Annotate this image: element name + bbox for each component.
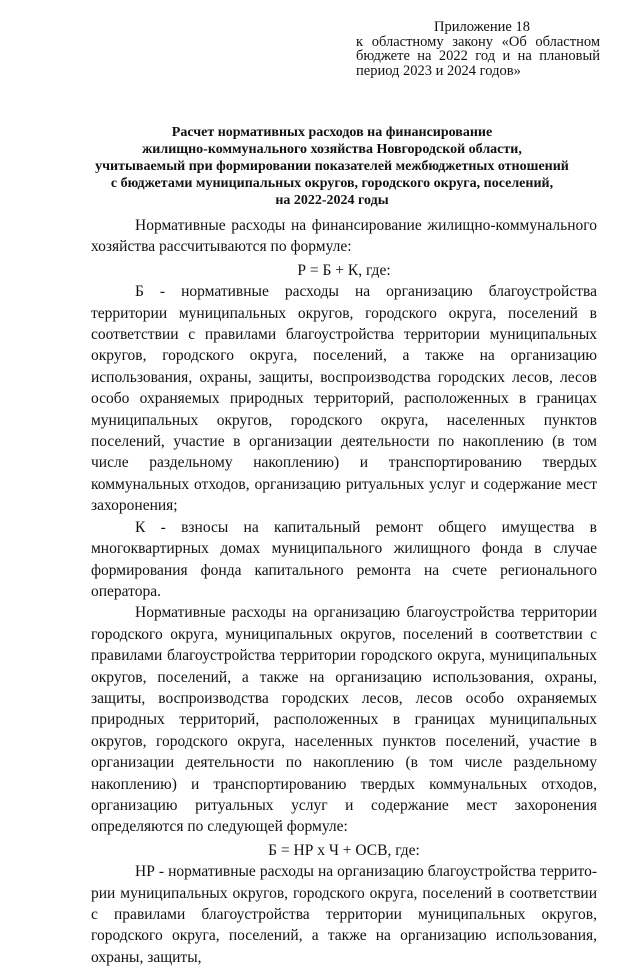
title-line-3: учитываемый при формировании показателей межбюджетных отношений xyxy=(95,159,569,174)
title-line-4: с бюджетами муниципальных округов, городского округа, поселений, xyxy=(110,176,554,191)
document-title xyxy=(92,124,572,209)
formula-b: Б = НР х Ч + ОСВ, где: xyxy=(268,841,420,859)
definition-b-paragraph: Б - нормативные расходы на организацию благоустройства территории муниципальных округов, городского округа, поселений в соответствии с правилами благоустройства территории муниципальных округов, городского округа, поселений, а также на организацию использования, охраны, защиты, воспроизводства городских лесов, лесов особо охраняемых природных территорий, расположенных в границах муниципальных округов, городского округа, населенных пунктов поселений, участие в организации деятельности по накоплению (в том числе раздельному накоплению) и транспортированию твердых коммунальных отходов, организацию ритуальных услуг и содержание мест захоронения; xyxy=(91,283,597,515)
document-body xyxy=(91,215,597,968)
definition-k-paragraph: К - взносы на капитальный ремонт общего имущества в многоквартирных домах муниципального жилищного фонда в случае формирования фонда капитального ремонта на счете регионального оператора. xyxy=(91,518,597,600)
formula-r: Р = Б + К, где: xyxy=(297,261,391,279)
definition-nr-paragraph: НР - нормативные расходы на организацию благоустройства территории муниципальных округов, городского округа, поселений в соответствии с правилами благоустройства территории муниципальных округов, городского округа, поселений, а также на организацию использования, охраны, защиты, xyxy=(91,863,597,966)
title-line-5: на 2022-2024 годы xyxy=(275,193,389,208)
title-line-1: Расчет нормативных расходов на финансирование xyxy=(171,125,493,140)
title-line-2: жилищно-коммунального хозяйства Новгородской области, xyxy=(142,142,522,157)
appendix-header xyxy=(356,20,600,78)
appendix-number: Приложение 18 xyxy=(434,19,530,35)
intro-paragraph: Нормативные расходы на финансирование жилищно-коммунального хозяйства рассчитываются по формуле: xyxy=(91,217,597,256)
normative-expenses-paragraph: Нормативные расходы на организацию благоустройства территории городского округа, муниципальных округов, поселений в соответствии с правилами благоустройства территории городского округа, муниципальных округов, поселений, а также на организацию использования, охраны, защиты, воспроизводства городских лесов, лесов особо охраняемых природных территорий, расположенных в границах муниципальных округов, городского округа, населенных пунктов поселений, участие в организации деятельности по накоплению (в том числе раздельному накоплению) и транспортированию твердых коммунальных отходов, организацию ритуальных услуг и содержание мест захоронения определяются по следующей формуле: xyxy=(91,604,597,836)
appendix-law-reference: к областному закону «Об областном бюджете на 2022 год и на плановый период 2023 и 2024 годов» xyxy=(356,33,600,79)
